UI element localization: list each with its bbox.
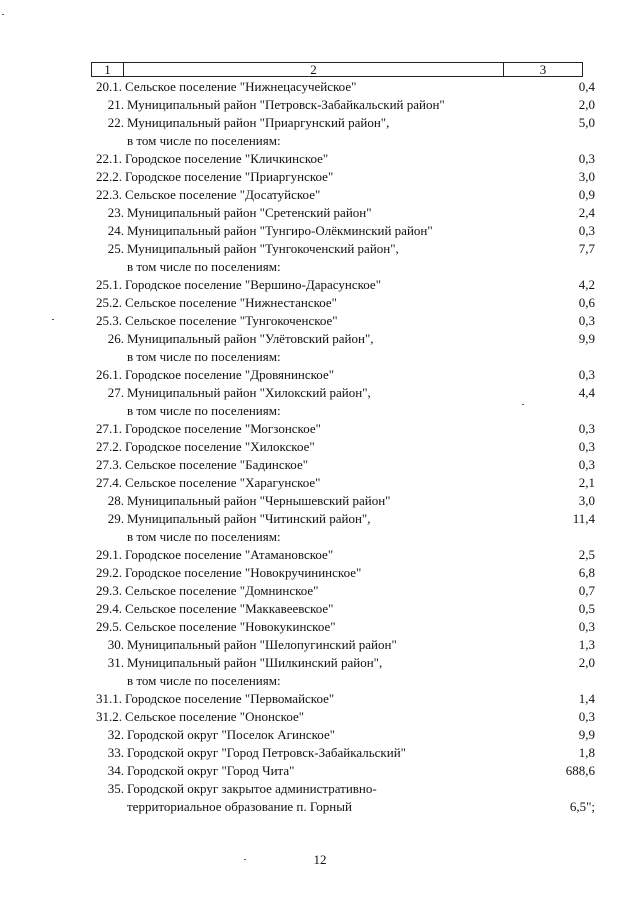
row-value: 2,0	[578, 655, 595, 670]
row-value: 0,4	[578, 79, 595, 94]
row-number: 21.	[107, 97, 124, 112]
table-row	[80, 456, 595, 474]
row-text: в том числе по поселениям:	[127, 349, 281, 364]
row-text: Городское поселение "Кличкинское"	[125, 151, 329, 166]
row-number: 31.1.	[96, 691, 122, 706]
table-row	[80, 618, 595, 636]
row-value: 2,0	[578, 97, 595, 112]
row-number: 31.	[107, 655, 124, 670]
row-number: 26.	[107, 331, 124, 346]
row-number: 29.2.	[96, 565, 122, 580]
row-text: в том числе по поселениям:	[127, 133, 281, 148]
row-value: 0,3	[578, 439, 595, 454]
row-text: Сельское поселение "Досатуйское"	[125, 187, 321, 202]
row-number: 22.1.	[96, 151, 122, 166]
row-value: 0,3	[578, 619, 595, 634]
row-text: Муниципальный район "Шилкинский район",	[127, 655, 383, 670]
row-text: Муниципальный район "Сретенский район"	[127, 205, 372, 220]
table-row	[80, 294, 595, 312]
row-number: 29.5.	[96, 619, 122, 634]
row-text: Муниципальный район "Хилокский район",	[127, 385, 371, 400]
row-text: в том числе по поселениям:	[127, 259, 281, 274]
scan-speck	[52, 319, 54, 320]
row-number: 25.2.	[96, 295, 122, 310]
row-text: Муниципальный район "Улётовский район",	[127, 331, 374, 346]
row-value: 3,0	[578, 493, 595, 508]
row-number: 24.	[107, 223, 124, 238]
row-number: 27.	[107, 385, 124, 400]
row-value: 0,3	[578, 313, 595, 328]
row-value: 6,5";	[569, 799, 595, 814]
row-text: в том числе по поселениям:	[127, 403, 281, 418]
row-value: 0,5	[578, 601, 595, 616]
row-number: 29.3.	[96, 583, 122, 598]
scan-speck	[244, 859, 246, 860]
table-row	[80, 150, 595, 168]
table-row	[80, 132, 595, 150]
table-row	[80, 474, 595, 492]
row-text: территориальное образование п. Горный	[127, 799, 352, 814]
row-text: Городское поселение "Новокручининское"	[125, 565, 362, 580]
row-value: 9,9	[578, 331, 595, 346]
table-row	[80, 222, 595, 240]
row-value: 9,9	[578, 727, 595, 742]
table-row	[80, 78, 595, 96]
table-row	[80, 546, 595, 564]
table-row	[80, 636, 595, 654]
table-row	[80, 654, 595, 672]
row-number: 33.	[107, 745, 124, 760]
table-row	[80, 762, 595, 780]
table-row	[80, 582, 595, 600]
row-text: Муниципальный район "Шелопугинский район"	[127, 637, 397, 652]
row-text: Городское поселение "Первомайское"	[125, 691, 335, 706]
table-row	[80, 204, 595, 222]
row-text: Сельское поселение "Ононское"	[125, 709, 305, 724]
row-value: 3,0	[578, 169, 595, 184]
row-number: 32.	[107, 727, 124, 742]
row-number: 27.4.	[96, 475, 122, 490]
header-col-2: 2	[124, 63, 504, 76]
row-value: 1,4	[578, 691, 595, 706]
row-number: 22.2.	[96, 169, 122, 184]
row-value: 11,4	[572, 511, 595, 526]
row-value: 6,8	[578, 565, 595, 580]
row-text: Сельское поселение "Бадинское"	[125, 457, 309, 472]
row-value: 2,4	[578, 205, 595, 220]
scan-speck	[2, 14, 4, 15]
row-text: Городское поселение "Атамановское"	[125, 547, 334, 562]
table-row	[80, 690, 595, 708]
row-number: 28.	[107, 493, 124, 508]
row-number: 25.	[107, 241, 124, 256]
row-text: Городское поселение "Приаргунское"	[125, 169, 334, 184]
row-number: 20.1.	[96, 79, 122, 94]
row-number: 27.3.	[96, 457, 122, 472]
table-row	[80, 312, 595, 330]
row-value: 1,8	[578, 745, 595, 760]
row-value: 688,6	[565, 763, 595, 778]
row-number: 29.1.	[96, 547, 122, 562]
table-row	[80, 384, 595, 402]
row-value: 0,3	[578, 367, 595, 382]
table-row	[80, 798, 595, 816]
row-text: в том числе по поселениям:	[127, 529, 281, 544]
row-text: в том числе по поселениям:	[127, 673, 281, 688]
table-header	[91, 62, 583, 77]
row-value: 2,1	[578, 475, 595, 490]
table-row	[80, 708, 595, 726]
row-value: 2,5	[578, 547, 595, 562]
row-number: 27.2.	[96, 439, 122, 454]
table-row	[80, 780, 595, 798]
row-text: Сельское поселение "Новокукинское"	[125, 619, 336, 634]
row-value: 0,3	[578, 223, 595, 238]
row-text: Городской округ "Поселок Агинское"	[127, 727, 336, 742]
row-number: 27.1.	[96, 421, 122, 436]
row-number: 22.	[107, 115, 124, 130]
row-value: 5,0	[578, 115, 595, 130]
table-row	[80, 276, 595, 294]
row-value: 4,4	[578, 385, 595, 400]
table-row	[80, 510, 595, 528]
table-row	[80, 114, 595, 132]
row-text: Муниципальный район "Чернышевский район"	[127, 493, 391, 508]
row-text: Муниципальный район "Читинский район",	[127, 511, 371, 526]
row-text: Сельское поселение "Маккавеевское"	[125, 601, 334, 616]
row-number: 35.	[107, 781, 124, 796]
table-row	[80, 528, 595, 546]
table-row	[80, 330, 595, 348]
row-number: 25.3.	[96, 313, 122, 328]
row-text: Сельское поселение "Тунгокоченское"	[125, 313, 338, 328]
row-value: 0,7	[578, 583, 595, 598]
row-number: 23.	[107, 205, 124, 220]
row-value: 0,3	[578, 151, 595, 166]
row-text: Городское поселение "Хилокское"	[125, 439, 315, 454]
table-body	[80, 78, 595, 816]
row-value: 0,9	[578, 187, 595, 202]
row-value: 0,3	[578, 421, 595, 436]
table-row	[80, 420, 595, 438]
row-value: 0,3	[578, 457, 595, 472]
row-text: Муниципальный район "Приаргунский район",	[127, 115, 390, 130]
table-row	[80, 564, 595, 582]
row-text: Городское поселение "Могзонское"	[125, 421, 321, 436]
row-text: Муниципальный район "Тунгокоченский район",	[127, 241, 399, 256]
row-text: Муниципальный район "Тунгиро-Олёкминский район"	[127, 223, 433, 238]
row-text: Сельское поселение "Домнинское"	[125, 583, 319, 598]
row-text: Городской округ закрытое административно-	[127, 781, 377, 796]
table-row	[80, 258, 595, 276]
header-col-1: 1	[92, 63, 124, 76]
row-number: 26.1.	[96, 367, 122, 382]
table-row	[80, 366, 595, 384]
row-number: 29.	[107, 511, 124, 526]
row-text: Городской округ "Город Петровск-Забайкальский"	[127, 745, 406, 760]
row-text: Сельское поселение "Нижнестанское"	[125, 295, 337, 310]
row-text: Городское поселение "Вершино-Дарасунское"	[125, 277, 382, 292]
table-row	[80, 744, 595, 762]
row-text: Сельское поселение "Нижнецасучейское"	[125, 79, 357, 94]
row-text: Городской округ "Город Чита"	[127, 763, 295, 778]
row-number: 25.1.	[96, 277, 122, 292]
table-row	[80, 96, 595, 114]
header-col-3: 3	[539, 62, 547, 77]
row-value: 0,3	[578, 709, 595, 724]
row-number: 31.2.	[96, 709, 122, 724]
table-row	[80, 168, 595, 186]
table-row	[80, 672, 595, 690]
row-text: Муниципальный район "Петровск-Забайкальский район"	[127, 97, 445, 112]
page-number: 12	[313, 852, 327, 867]
table-row	[80, 726, 595, 744]
row-number: 34.	[107, 763, 124, 778]
row-number: 29.4.	[96, 601, 122, 616]
table-row	[80, 438, 595, 456]
row-text: Городское поселение "Дровянинское"	[125, 367, 335, 382]
row-value: 7,7	[578, 241, 595, 256]
table-row	[80, 402, 595, 420]
scan-speck	[522, 404, 524, 405]
row-value: 1,3	[578, 637, 595, 652]
row-value: 4,2	[578, 277, 595, 292]
table-row	[80, 492, 595, 510]
row-number: 30.	[107, 637, 124, 652]
table-row	[80, 186, 595, 204]
row-number: 22.3.	[96, 187, 122, 202]
table-row	[80, 240, 595, 258]
table-row	[80, 600, 595, 618]
row-text: Сельское поселение "Харагунское"	[125, 475, 321, 490]
row-value: 0,6	[578, 295, 595, 310]
table-row	[80, 348, 595, 366]
